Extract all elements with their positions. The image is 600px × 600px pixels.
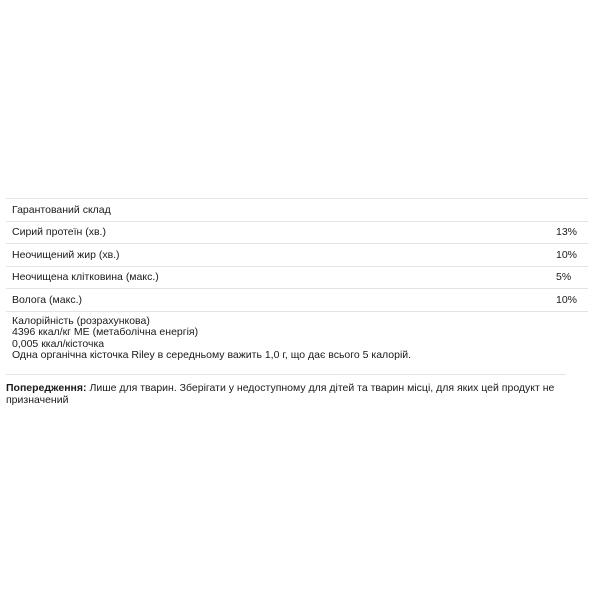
table-row <box>6 243 588 266</box>
calories-block <box>6 311 588 368</box>
nutrition-table <box>6 198 588 368</box>
warning-title: Попередження: <box>6 381 87 394</box>
row-label: Сирий протеїн (хв.) <box>12 226 106 239</box>
calories-line: Калорійність (розрахункова) <box>12 314 150 327</box>
row-label: Волога (макс.) <box>12 293 82 306</box>
calories-line: Одна органічна кісточка Riley в середньому важить 1,0 г, що дає всього 5 калорій. <box>12 349 412 361</box>
row-value: 10% <box>556 248 578 261</box>
calories-line: 0,005 ккал/кісточка <box>12 337 105 350</box>
nutrition-panel <box>6 198 594 407</box>
row-value: 10% <box>556 293 578 306</box>
calories-line: 4396 ккал/кг ME (метаболічна енергія) <box>12 326 199 338</box>
warning-text <box>6 374 566 407</box>
row-label: Неочищений жир (хв.) <box>12 248 120 261</box>
warning-body: Лише для тварин. Зберігати у недоступному для дітей та тварин місці, для яких цей продукт не призначений <box>6 381 555 406</box>
table-row <box>6 266 588 289</box>
row-label: Неочищена клітковина (макс.) <box>12 271 159 284</box>
table-header: Гарантований склад <box>12 203 111 216</box>
table-row <box>6 288 588 311</box>
row-value: 5% <box>556 271 572 284</box>
table-header-row <box>6 198 588 221</box>
row-value: 13% <box>556 226 578 239</box>
table-row <box>6 221 588 244</box>
